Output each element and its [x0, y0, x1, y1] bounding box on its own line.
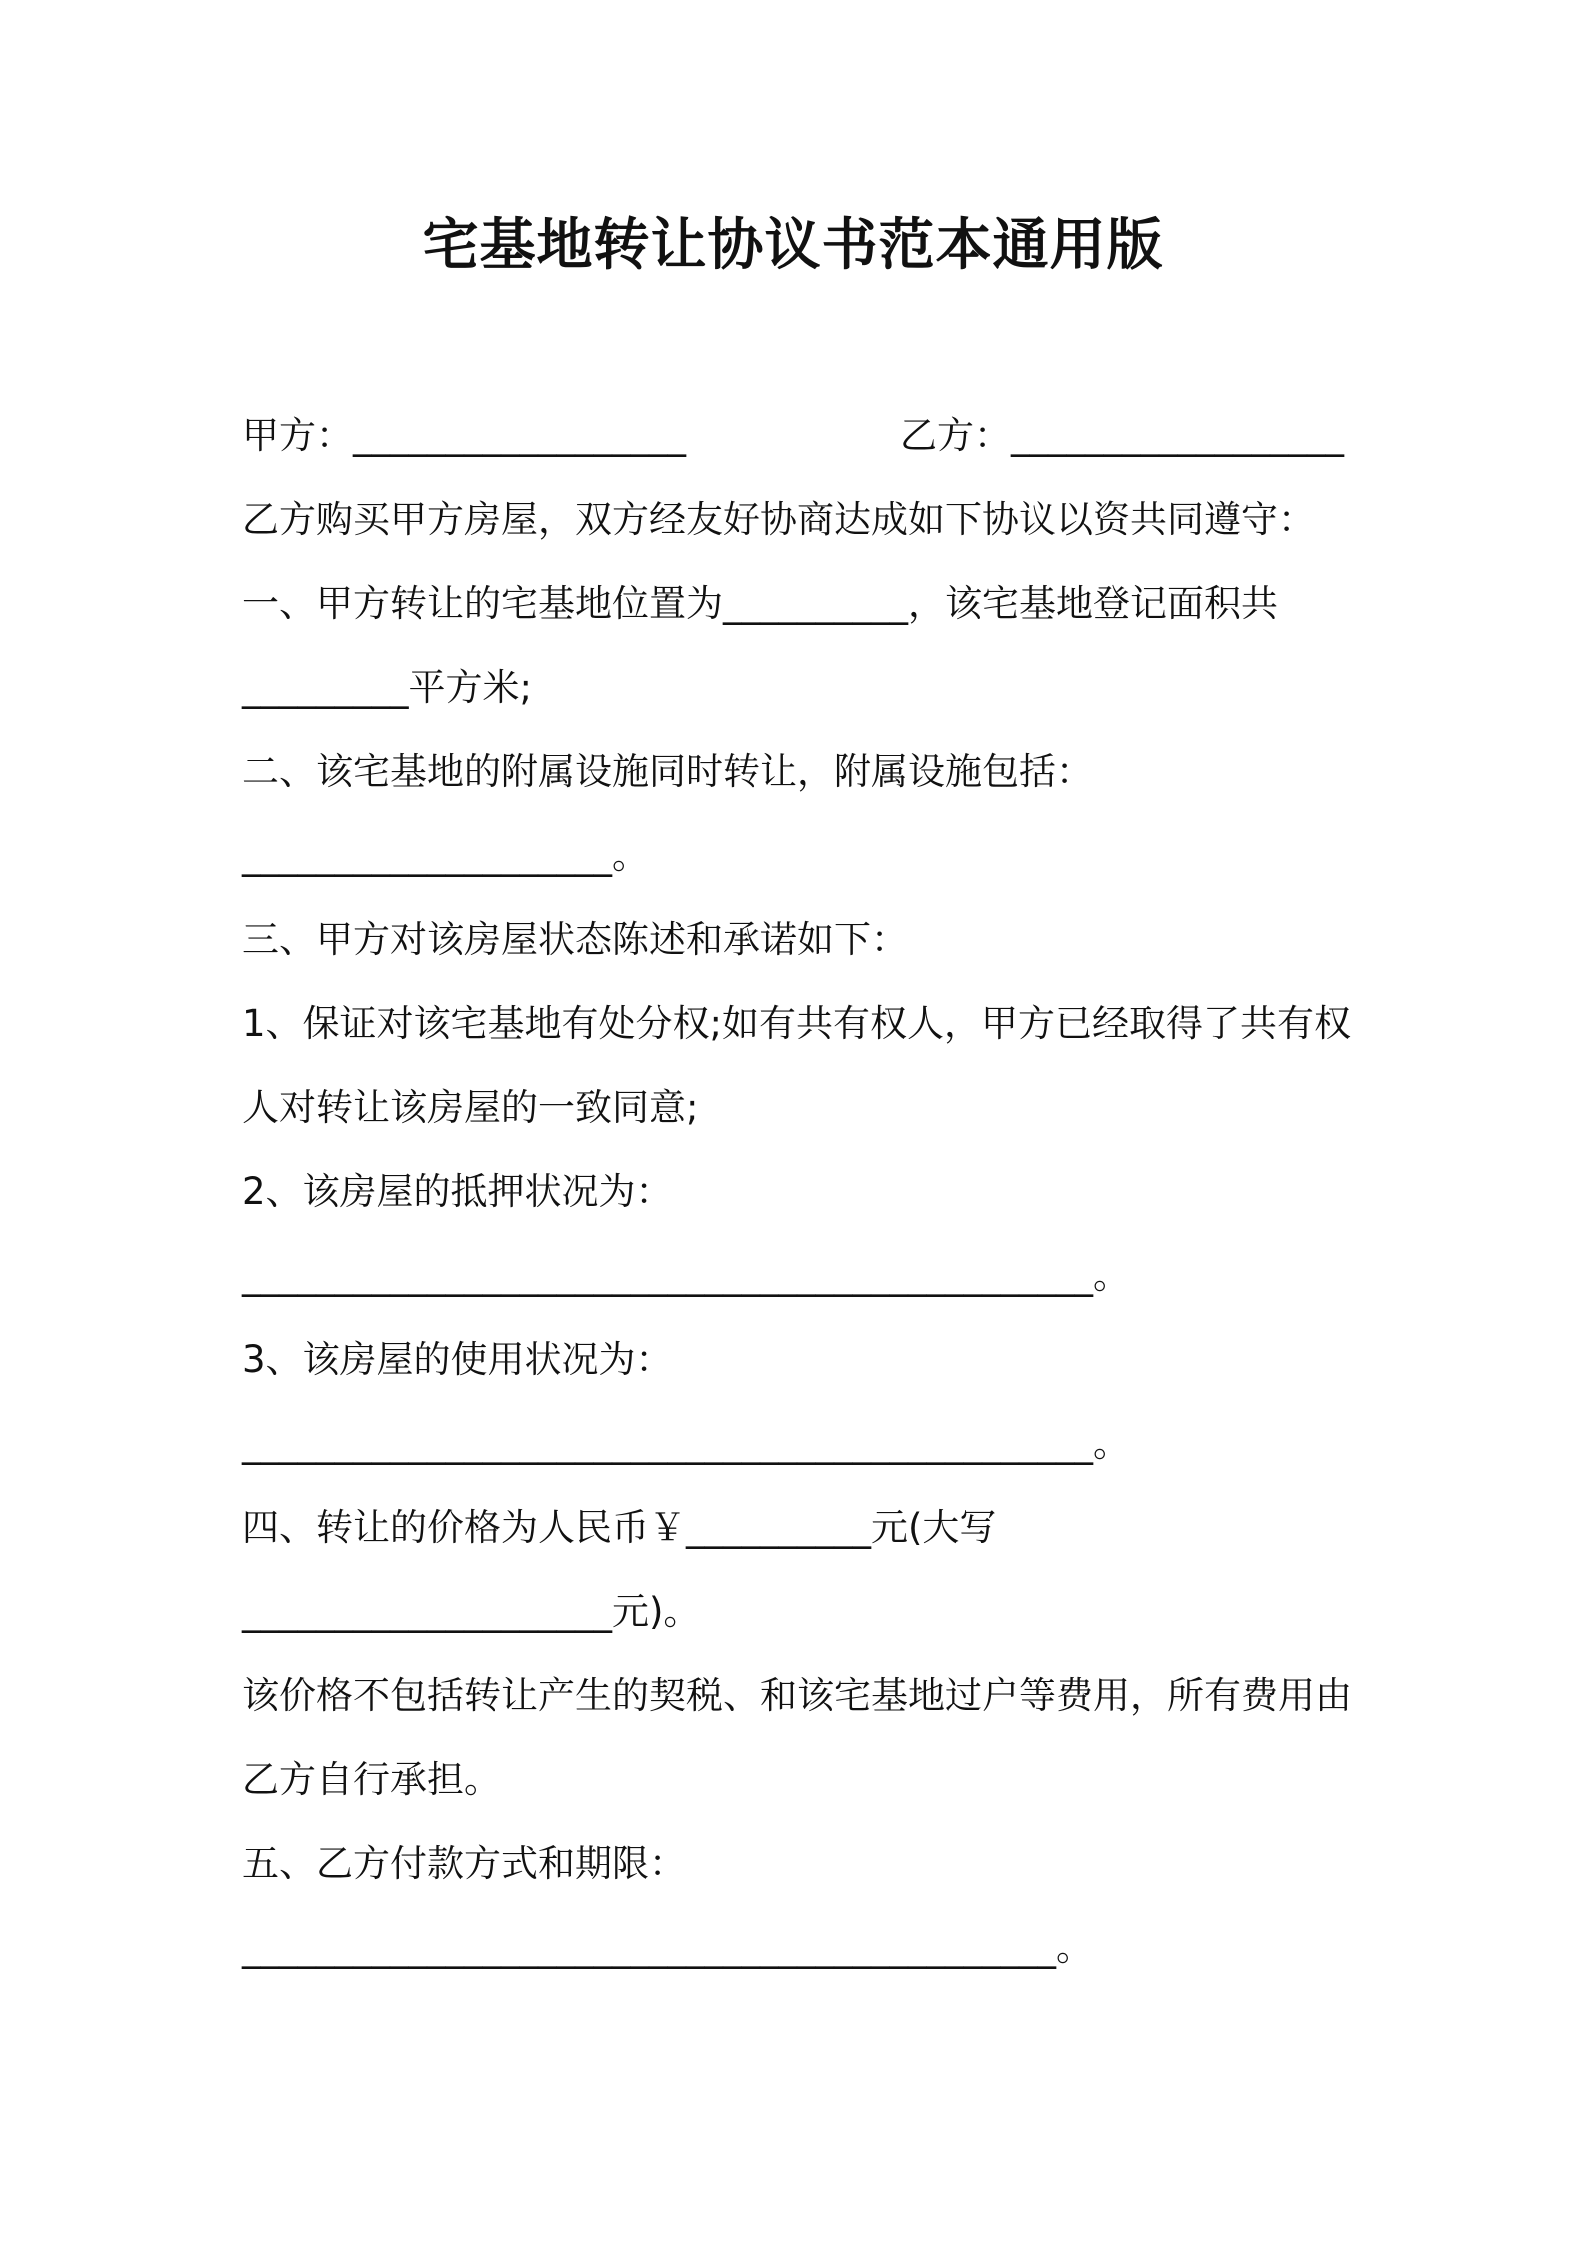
clause-2-line-2: ____________________。	[242, 834, 649, 877]
clause-5-heading: 五、乙方付款方式和期限：	[242, 1842, 686, 1885]
document-title: 宅基地转让协议书范本通用版	[422, 213, 1164, 278]
preamble-line: 乙方购买甲方房屋，双方经友好协商达成如下协议以资共同遵守：	[242, 498, 1315, 541]
clause-3-item-3-line-2: ______________________________________________。	[242, 1422, 1130, 1465]
clause-4-line-1: 四、转让的价格为人民币￥__________元(大写	[242, 1506, 997, 1549]
clause-1-line-1: 一、甲方转让的宅基地位置为__________，该宅基地登记面积共	[242, 582, 1278, 625]
party-b-line: 乙方：__________________	[900, 414, 1344, 457]
price-note-line-1: 该价格不包括转让产生的契税、和该宅基地过户等费用，所有费用由	[242, 1674, 1352, 1717]
clause-5-blank-line: ____________________________________________。	[242, 1926, 1093, 1969]
clause-2-line-1: 二、该宅基地的附属设施同时转让，附属设施包括：	[242, 750, 1093, 793]
price-note-line-2: 乙方自行承担。	[242, 1758, 501, 1801]
clause-3-item-1-line-1: 1、保证对该宅基地有处分权;如有共有权人，甲方已经取得了共有权	[242, 1002, 1352, 1045]
clause-3-item-2-line-1: 2、该房屋的抵押状况为：	[242, 1170, 673, 1213]
clause-1-line-2: _________平方米;	[242, 666, 532, 709]
clause-3-item-3-line-1: 3、该房屋的使用状况为：	[242, 1338, 673, 1381]
clause-3-item-2-line-2: ______________________________________________。	[242, 1254, 1130, 1297]
party-a-line: 甲方：__________________	[242, 414, 686, 457]
clause-3-item-1-line-2: 人对转让该房屋的一致同意;	[242, 1086, 699, 1129]
clause-3-heading: 三、甲方对该房屋状态陈述和承诺如下：	[242, 918, 908, 961]
clause-4-line-2: ____________________元)。	[242, 1590, 701, 1633]
